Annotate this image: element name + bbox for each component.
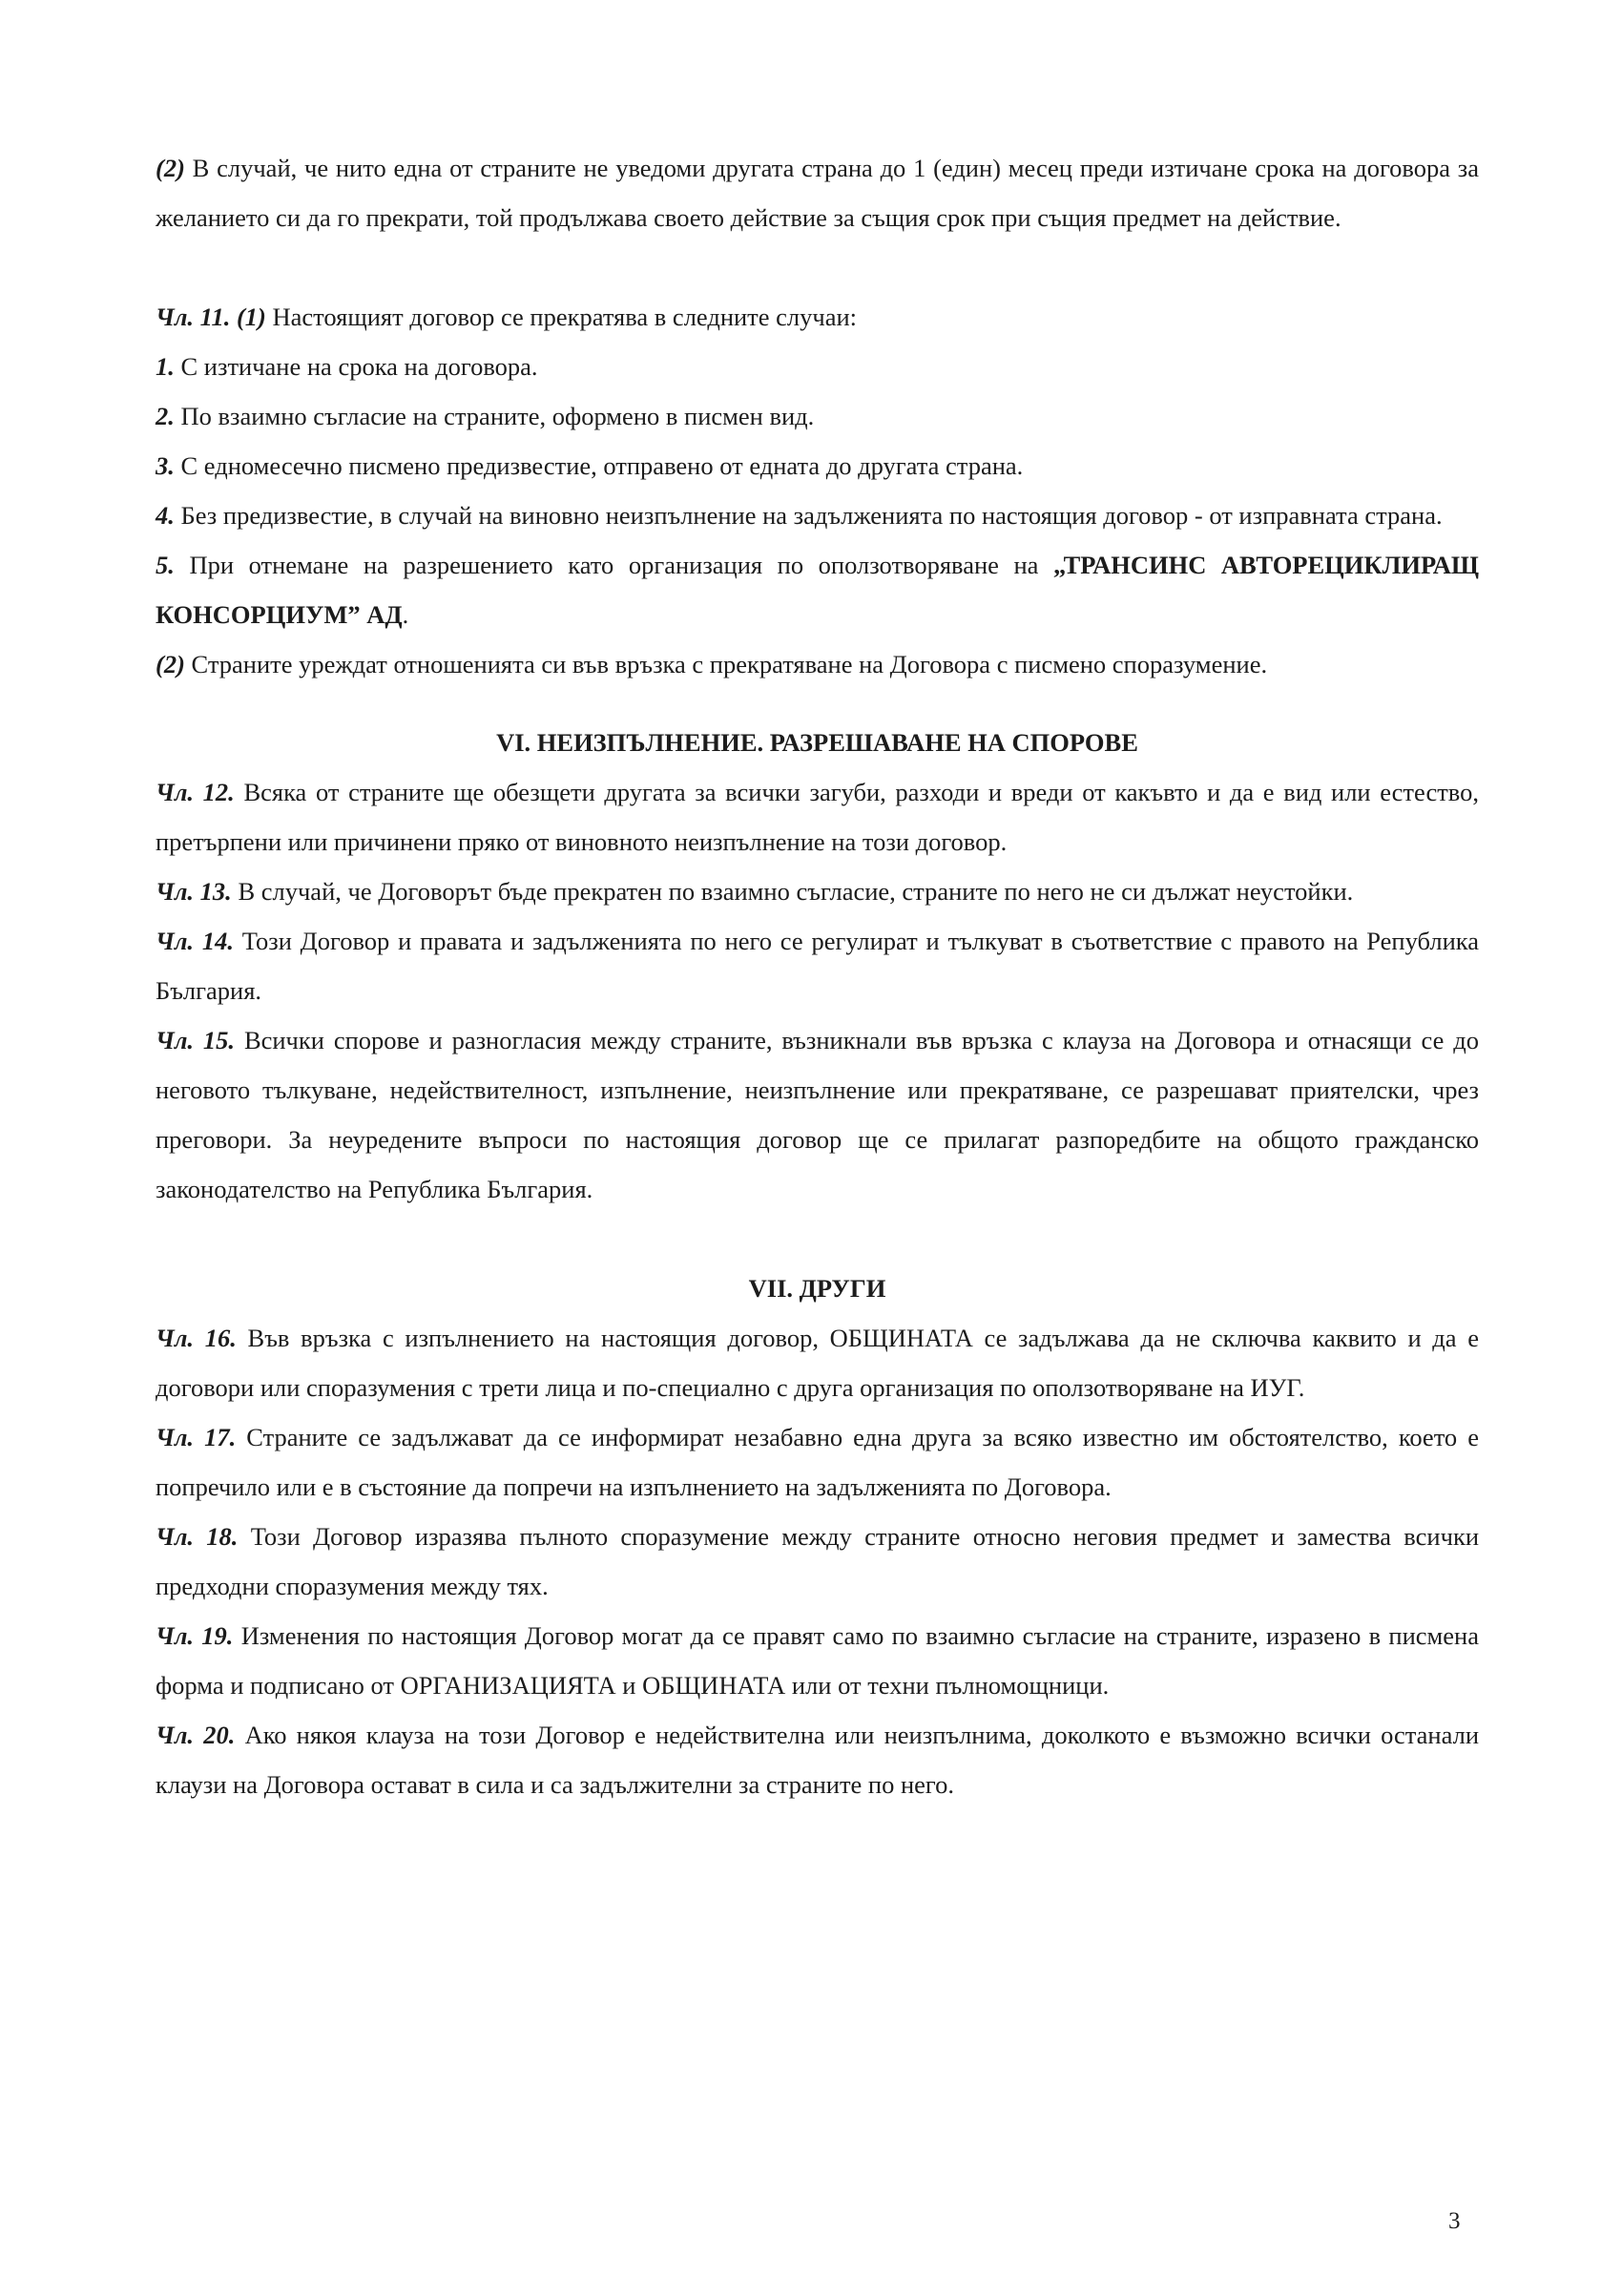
article-text: Страните се задължават да се информират незабавно една друга за всяко известно им обстоятелство, което е попречило или е в състояние да попречи на изпълнението на задълженията по Договора.: [156, 1423, 1479, 1501]
article-label: Чл. 16.: [156, 1324, 237, 1352]
article-12: [156, 767, 1479, 866]
item-text: С едномесечно писмено предизвестие, отправено от едната до другата страна.: [174, 451, 1024, 480]
article-text: Ако някоя клауза на този Договор е недействителна или неизпълнима, доколкото е възможно всички останали клаузи на Договора остават в сила и са задължителни за страните по него.: [156, 1721, 1479, 1799]
article-11-para-2: [156, 639, 1479, 689]
article-label: Чл. 19.: [156, 1621, 234, 1650]
article-label: Чл. 11. (1): [156, 303, 266, 331]
paragraph-text: Страните уреждат отношенията си във връзка с прекратяване на Договора с писмено споразумение.: [184, 650, 1268, 678]
article-text: Този Договор изразява пълното споразумение между страните относно неговия предмет и замества всички предходни споразумения между тях.: [156, 1522, 1479, 1600]
list-item: [156, 441, 1479, 491]
article-text: Във връзка с изпълнението на настоящия договор, ОБЩИНАТА се задължава да не сключва каквито и да е договори или споразумения с трети лица и по-специално с друга организация по оползотворяване на ИУГ.: [156, 1324, 1479, 1402]
paragraph-text: В случай, че нито една от страните не уведоми другата страна до 1 (един) месец преди изтичане срока на договора за желанието си да го прекрати, той продължава своето действие за същия срок при същия предмет на действие.: [156, 154, 1479, 232]
article-text: Всички спорове и разногласия между страните, възникнали във връзка с клауза на Договора и отнасящи се до неговото тълкуване, недействителност, изпълнение, неизпълнение или прекратяване, се разрешават приятелски, чрез преговори. За неуредените въпроси по настоящия договор ще се прилагат разпоредбите на общото гражданско законодателство на Република България.: [156, 1026, 1479, 1203]
item-text: Без предизвестие, в случай на виновно неизпълнение на задълженията по настоящия договор - от изправната страна.: [174, 501, 1443, 530]
paragraph-ch10-2: [156, 143, 1479, 242]
item-number: 5.: [156, 551, 175, 579]
article-13: [156, 866, 1479, 916]
paragraph-label: (2): [156, 154, 185, 182]
item-text: По взаимно съгласие на страните, оформено в писмен вид.: [174, 402, 815, 430]
article-label: Чл. 17.: [156, 1423, 237, 1451]
article-14: [156, 916, 1479, 1015]
section-heading: VI. НЕИЗПЪЛНЕНИЕ. РАЗРЕШАВАНЕ НА СПОРОВЕ: [496, 728, 1138, 757]
article-label: Чл. 18.: [156, 1522, 239, 1551]
item-end: .: [402, 600, 409, 629]
paragraph-label: (2): [156, 650, 185, 678]
item-text: При отнемане на разрешението като организация по оползотворяване на: [174, 551, 1054, 579]
document-page: [156, 143, 1479, 1809]
section-heading: VII. ДРУГИ: [748, 1274, 886, 1303]
article-16: [156, 1313, 1479, 1412]
list-item: [156, 342, 1479, 391]
article-label: Чл. 14.: [156, 927, 234, 955]
article-18: [156, 1512, 1479, 1611]
article-text: Всяка от страните ще обезщети другата за всички загуби, разходи и вреди от какъвто и да е вид или естество, претърпени или причинени пряко от виновното неизпълнение на този договор.: [156, 778, 1479, 856]
article-11-intro: [156, 292, 1479, 342]
article-17: [156, 1412, 1479, 1512]
article-19: [156, 1611, 1479, 1710]
list-item: [156, 540, 1479, 639]
article-text: Този Договор и правата и задълженията по него се регулират и тълкуват в съответствие с правото на Република България.: [156, 927, 1479, 1005]
item-number: 4.: [156, 501, 175, 530]
article-20: [156, 1710, 1479, 1809]
list-item: [156, 391, 1479, 441]
item-text: С изтичане на срока на договора.: [174, 352, 538, 381]
article-text: В случай, че Договорът бъде прекратен по взаимно съгласие, страните по него не си дължат неустойки.: [231, 877, 1354, 906]
article-label: Чл. 20.: [156, 1721, 236, 1749]
article-label: Чл. 12.: [156, 778, 235, 806]
item-number: 1.: [156, 352, 175, 381]
company-name: „ТРАНСИНС АВТОРЕЦИКЛИРАЩ КОНСОРЦИУМ” АД: [156, 551, 1480, 629]
item-number: 3.: [156, 451, 175, 480]
article-text: Настоящият договор се прекратява в следните случаи:: [265, 303, 858, 331]
item-number: 2.: [156, 402, 175, 430]
article-label: Чл. 13.: [156, 877, 232, 906]
article-label: Чл. 15.: [156, 1026, 236, 1054]
page-number: 3: [1448, 2208, 1461, 2234]
list-item: [156, 491, 1479, 540]
article-text: Изменения по настоящия Договор могат да се правят само по взаимно съгласие на страните, изразено в писмена форма и подписано от ОРГАНИЗАЦИЯТА и ОБЩИНАТА или от техни пълномощници.: [156, 1621, 1479, 1700]
article-15: [156, 1015, 1479, 1214]
